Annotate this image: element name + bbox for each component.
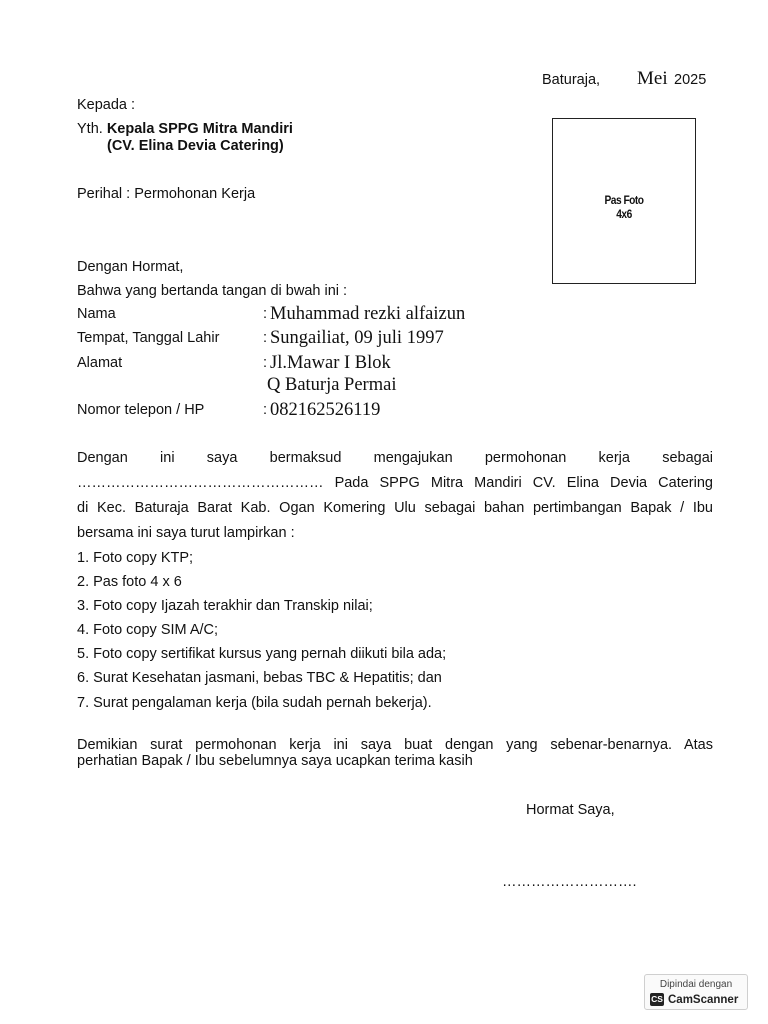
yth-prefix: Yth. [77,121,103,137]
greeting-opening: Dengan Hormat, [77,259,184,275]
photo-placeholder-label [564,193,685,221]
list-item: 3. Foto copy Ijazah terakhir dan Transkip nilai; [77,598,373,615]
body-line-2: …………………………………………… Pada SPPG Mitra Mandiri CV. Elina Devia Catering [77,475,713,491]
body-line-3: di Kec. Baturaja Barat Kab. Ogan Komering Ulu sebagai bahan pertimbangan Bapak / Ibu [77,500,713,516]
photo-placeholder-box [552,118,696,284]
address-line2: Q Baturja Permai [267,375,397,395]
city-label: Baturaja, [542,72,601,88]
list-item: 4. Foto copy SIM A/C; [77,622,219,639]
name-value: Muhammad rezki alfaizun [270,304,466,324]
watermark-caption: Dipindai dengan [659,979,733,990]
signature-line: ………………………. [502,874,637,890]
birth-colon: : [263,330,268,346]
signature-salutation: Hormat Saya, [526,802,615,818]
phone-label: Nomor telepon / HP [77,402,205,418]
month-handwritten: Mei [637,68,668,89]
closing-line-2: perhatian Bapak / Ibu sebelumnya saya ucapkan terima kasih [77,753,473,769]
body-line-1: Dengan ini saya bermaksud mengajukan permohonan kerja sebagai [77,450,713,466]
attachment-list [77,546,446,715]
birth-label: Tempat, Tanggal Lahir [77,330,220,346]
year-label: 2025 [674,72,707,88]
camscanner-watermark [644,974,748,1010]
recipient-company: (CV. Elina Devia Catering) [107,138,284,154]
list-item: 6. Surat Kesehatan jasmani, bebas TBC & Hepatitis; dan [77,670,442,687]
address-colon: : [263,355,268,371]
photo-label-line2: 4x6 [616,207,632,221]
recipient-line [77,121,293,137]
name-colon: : [263,306,268,322]
greeting-intro: Bahwa yang bertanda tangan di bwah ini : [77,283,348,299]
watermark-brand-row [650,993,738,1006]
birth-value: Sungailiat, 09 juli 1997 [270,328,444,348]
body-line-4: bersama ini saya turut lampirkan : [77,525,295,541]
subject-line: Perihal : Permohonan Kerja [77,186,256,202]
phone-value: 082162526119 [270,400,381,420]
photo-label-line1: Pas Foto [604,193,644,207]
camscanner-icon: CS [651,994,663,1004]
list-item: 7. Surat pengalaman kerja (bila sudah pernah bekerja). [77,694,432,711]
list-item: 1. Foto copy KTP; [77,550,194,566]
list-item: 5. Foto copy sertifikat kursus yang pernah diikuti bila ada; [77,646,447,663]
list-item: 2. Pas foto 4 x 6 [77,574,182,591]
watermark-brand: CamScanner [668,993,739,1006]
kepada-label: Kepada : [77,97,136,113]
address-line1: Jl.Mawar I Blok [270,353,391,373]
address-label: Alamat [77,355,123,371]
closing-line-1: Demikian surat permohonan kerja ini saya buat dengan yang sebenar-benarnya. Atas [77,737,713,753]
recipient-title: Kepala SPPG Mitra Mandiri [106,121,293,137]
closing-paragraph [77,737,713,769]
phone-colon: : [263,402,268,418]
name-label: Nama [77,306,116,322]
body-paragraph [77,446,713,546]
